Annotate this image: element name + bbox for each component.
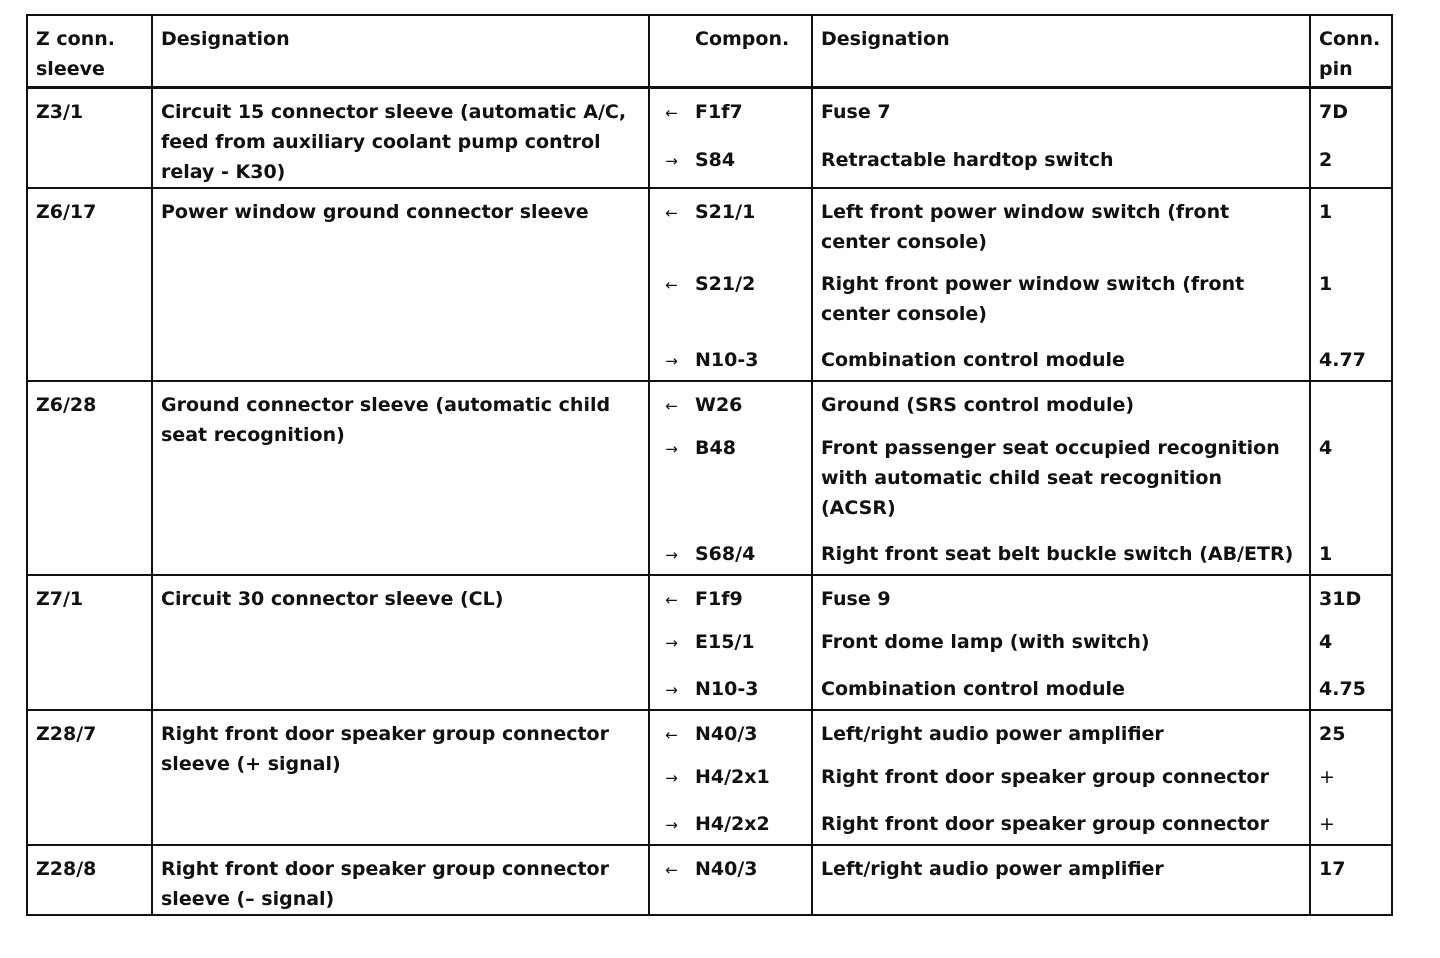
component-code: N10-3 xyxy=(689,662,812,710)
header-arrow-spacer xyxy=(649,15,689,88)
z-conn-sleeve-id: Z6/17 xyxy=(27,188,152,381)
arrow-right-icon xyxy=(649,797,689,845)
component-code: H4/2x2 xyxy=(689,797,812,845)
connector-pin: 2 xyxy=(1310,133,1392,188)
z-conn-sleeve-id: Z28/8 xyxy=(27,845,152,915)
z-conn-sleeve-id: Z6/28 xyxy=(27,381,152,575)
table-row xyxy=(27,188,1392,257)
component-designation: Fuse 9 xyxy=(812,575,1310,615)
sleeve-designation: Right front door speaker group connector sleeve (– signal) xyxy=(152,845,649,915)
signal-direction-arrow: → xyxy=(665,546,678,564)
sleeve-designation: Right front door speaker group connector sleeve (+ signal) xyxy=(152,710,649,845)
arrow-right-icon xyxy=(649,421,689,527)
connector-pin: 4.75 xyxy=(1310,662,1392,710)
signal-direction-arrow: → xyxy=(665,816,678,834)
arrow-right-icon xyxy=(649,615,689,662)
connector-pin: 31D xyxy=(1310,575,1392,615)
signal-direction-arrow: → xyxy=(665,681,678,699)
connector-pin: 1 xyxy=(1310,527,1392,575)
sleeve-designation: Circuit 30 connector sleeve (CL) xyxy=(152,575,649,710)
connector-pin: 1 xyxy=(1310,188,1392,257)
table-row xyxy=(27,845,1392,915)
component-designation: Fuse 7 xyxy=(812,88,1310,134)
header-z-conn-sleeve: Z conn. sleeve xyxy=(27,15,152,88)
connector-pin: 17 xyxy=(1310,845,1392,915)
component-designation: Left/right audio power amplifier xyxy=(812,845,1310,915)
component-code: F1f9 xyxy=(689,575,812,615)
component-designation: Ground (SRS control module) xyxy=(812,381,1310,421)
arrow-right-icon xyxy=(649,133,689,188)
header-designation: Designation xyxy=(152,15,649,88)
component-designation: Front passenger seat occupied recognition with automatic child seat recognition (ACSR) xyxy=(812,421,1310,527)
component-code: S21/1 xyxy=(689,188,812,257)
connector-pin: 1 xyxy=(1310,257,1392,333)
component-designation: Right front door speaker group connector xyxy=(812,797,1310,845)
signal-direction-arrow: → xyxy=(665,152,678,171)
arrow-right-icon xyxy=(649,662,689,710)
table-row xyxy=(27,575,1392,615)
sleeve-designation: Circuit 15 connector sleeve (automatic A/C, feed from auxiliary coolant pump control relay - K30) xyxy=(152,88,649,189)
component-designation: Left front power window switch (front center console) xyxy=(812,188,1310,257)
connector-sleeve-table-sheet xyxy=(26,14,1391,916)
connector-pin: 4 xyxy=(1310,615,1392,662)
component-code: S68/4 xyxy=(689,527,812,575)
connector-sleeve-table xyxy=(26,14,1393,916)
z-conn-sleeve-id: Z28/7 xyxy=(27,710,152,845)
component-code: E15/1 xyxy=(689,615,812,662)
connector-pin: + xyxy=(1310,797,1392,845)
component-designation: Right front seat belt buckle switch (AB/ETR) xyxy=(812,527,1310,575)
signal-direction-arrow: ← xyxy=(665,276,678,294)
arrow-right-icon xyxy=(649,527,689,575)
component-designation: Retractable hardtop switch xyxy=(812,133,1310,188)
header-component: Compon. xyxy=(689,15,812,88)
arrow-left-icon xyxy=(649,845,689,915)
z-conn-sleeve-id: Z7/1 xyxy=(27,575,152,710)
signal-direction-arrow: → xyxy=(665,352,678,370)
component-designation: Right front door speaker group connector xyxy=(812,750,1310,797)
signal-direction-arrow: ← xyxy=(665,397,678,415)
arrow-right-icon xyxy=(649,333,689,381)
connector-pin xyxy=(1310,381,1392,421)
arrow-left-icon xyxy=(649,188,689,257)
table-body xyxy=(27,88,1392,916)
signal-direction-arrow: → xyxy=(665,769,678,787)
arrow-left-icon xyxy=(649,257,689,333)
connector-pin: 4 xyxy=(1310,421,1392,527)
component-designation: Right front power window switch (front center console) xyxy=(812,257,1310,333)
component-code: N40/3 xyxy=(689,845,812,915)
signal-direction-arrow: ← xyxy=(665,104,678,122)
arrow-right-icon xyxy=(649,750,689,797)
header-conn-pin: Conn. pin xyxy=(1310,15,1392,88)
table-header-row xyxy=(27,15,1392,88)
signal-direction-arrow: → xyxy=(665,634,678,652)
signal-direction-arrow: ← xyxy=(665,591,678,609)
arrow-left-icon xyxy=(649,88,689,134)
component-code: H4/2x1 xyxy=(689,750,812,797)
component-designation: Front dome lamp (with switch) xyxy=(812,615,1310,662)
connector-pin: 25 xyxy=(1310,710,1392,750)
signal-direction-arrow: ← xyxy=(665,861,678,879)
component-designation: Combination control module xyxy=(812,333,1310,381)
component-designation: Combination control module xyxy=(812,662,1310,710)
signal-direction-arrow: → xyxy=(665,440,678,458)
header-component-designation: Designation xyxy=(812,15,1310,88)
sleeve-designation: Power window ground connector sleeve xyxy=(152,188,649,381)
connector-pin: 7D xyxy=(1310,88,1392,134)
component-code: N10-3 xyxy=(689,333,812,381)
component-code: S84 xyxy=(689,133,812,188)
connector-pin: + xyxy=(1310,750,1392,797)
connector-pin: 4.77 xyxy=(1310,333,1392,381)
component-code: N40/3 xyxy=(689,710,812,750)
table-row xyxy=(27,88,1392,134)
signal-direction-arrow: ← xyxy=(665,726,678,744)
component-designation: Left/right audio power amplifier xyxy=(812,710,1310,750)
component-code: W26 xyxy=(689,381,812,421)
component-code: B48 xyxy=(689,421,812,527)
component-code: F1f7 xyxy=(689,88,812,134)
arrow-left-icon xyxy=(649,575,689,615)
table-row xyxy=(27,710,1392,750)
z-conn-sleeve-id: Z3/1 xyxy=(27,88,152,189)
arrow-left-icon xyxy=(649,710,689,750)
signal-direction-arrow: ← xyxy=(665,204,678,222)
sleeve-designation: Ground connector sleeve (automatic child seat recognition) xyxy=(152,381,649,575)
component-code: S21/2 xyxy=(689,257,812,333)
arrow-left-icon xyxy=(649,381,689,421)
table-row xyxy=(27,381,1392,421)
